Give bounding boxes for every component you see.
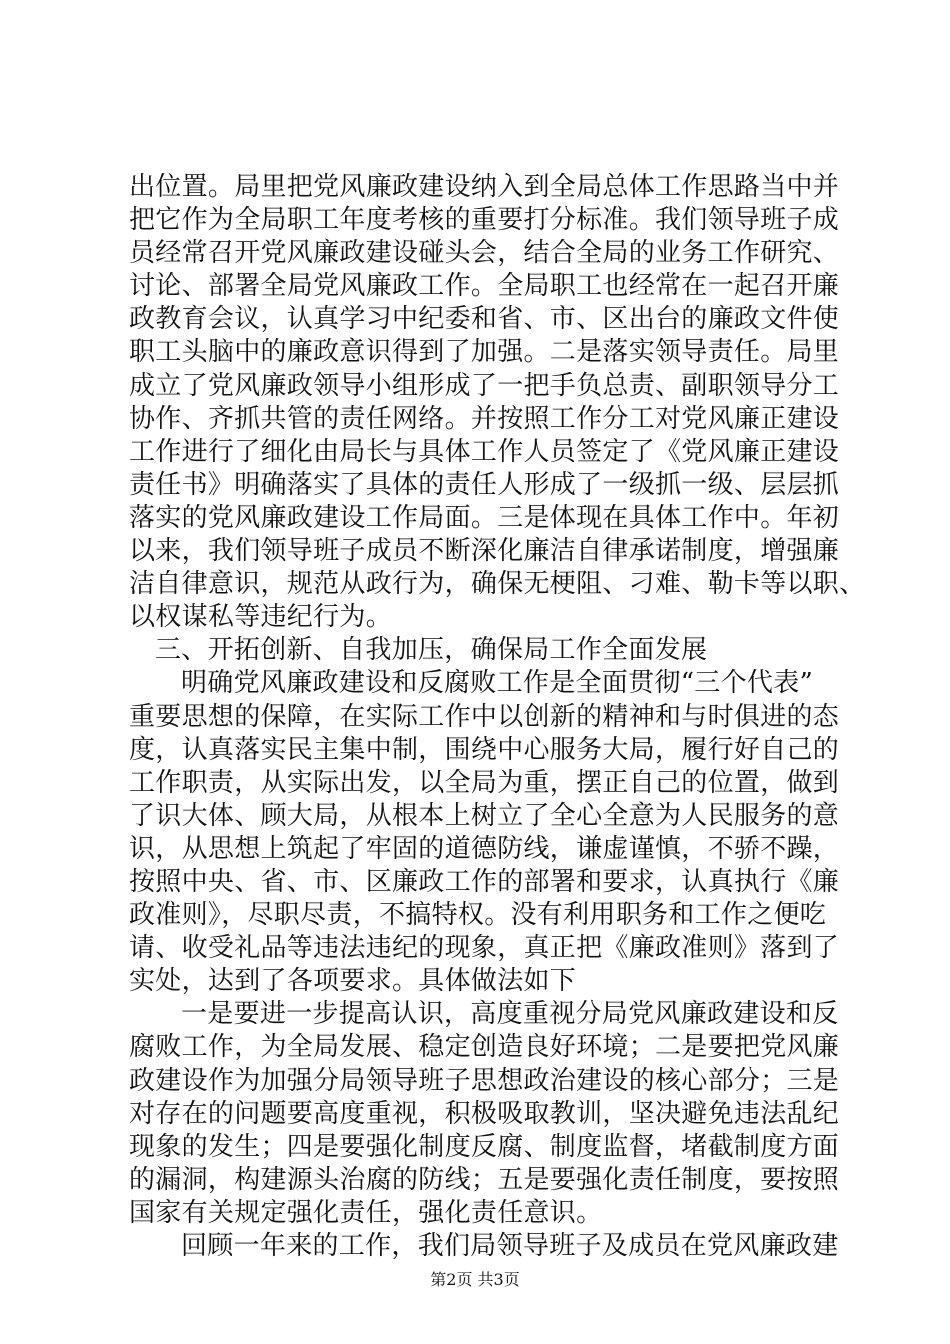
text-line: 员经常召开党风廉政建设碰头会，结合全局的业务工作研究、 (129, 238, 840, 269)
text-line: 度，认真落实民主集中制，围绕中心服务大局，履行好自己的 (129, 734, 840, 765)
text-line: 现象的发生；四是要强化制度反腐、制度监督，堵截制度方面 (129, 1131, 840, 1162)
text-line: 以权谋私等违纪行为。 (129, 602, 393, 633)
text-line: 腐败工作，为全局发展、稳定创造良好环境；二是要把党风廉 (129, 1032, 840, 1063)
text-line: 政建设作为加强分局领导班子思想政治建设的核心部分；三是 (129, 1065, 840, 1096)
text-line: 了识大体、顾大局，从根本上树立了全心全意为人民服务的意 (129, 800, 840, 831)
text-line: 出位置。局里把党风廉政建设纳入到全局总体工作思路当中并 (129, 172, 840, 202)
text-line: 重要思想的保障，在实际工作中以创新的精神和与时俱进的态 (129, 701, 840, 732)
text-line: 工作进行了细化由局长与具体工作人员签定了《党风廉正建设 (129, 436, 840, 467)
text-line: 对存在的问题要高度重视，积极吸取教训，坚决避免违法乱纪 (129, 1098, 840, 1129)
text-line: 责任书》明确落实了具体的责任人形成了一级抓一级、层层抓 (129, 469, 840, 500)
document-body (129, 171, 866, 1263)
text-line: 实处，达到了各项要求。具体做法如下 (129, 966, 577, 997)
text-line: 协作、齐抓共管的责任网络。并按照工作分工对党风廉正建设 (129, 403, 840, 434)
text-line: 职工头脑中的廉政意识得到了加强。二是落实领导责任。局里 (129, 337, 840, 368)
text-line: 识，从思想上筑起了牢固的道德防线，谦虚谨慎，不骄不躁， (129, 833, 840, 864)
paragraph-first-line: 回顾一年来的工作，我们局领导班子及成员在党风廉政建 (181, 1231, 839, 1261)
text-line: 成立了党风廉政领导小组形成了一把手负总责、副职领导分工 (129, 370, 840, 401)
text-line: 把它作为全局职工年度考核的重要打分标准。我们领导班子成 (129, 205, 840, 236)
text-line: 按照中央、省、市、区廉政工作的部署和要求，认真执行《廉 (129, 866, 840, 897)
page-number-footer: 第2页 共3页 (430, 1270, 520, 1289)
text-line: 政教育会议，认真学习中纪委和省、市、区出台的廉政文件使 (129, 304, 840, 335)
text-line: 国家有关规定强化责任，强化责任意识。 (129, 1197, 603, 1228)
paragraph-first-line: 一是要进一步提高认识，高度重视分局党风廉政建设和反 (181, 999, 839, 1030)
text-line: 的漏洞，构建源头治腐的防线；五是要强化责任制度，要按照 (129, 1164, 840, 1195)
text-line: 工作职责，从实际出发，以全局为重，摆正自己的位置，做到 (129, 767, 840, 798)
text-line: 以来，我们领导班子成员不断深化廉洁自律承诺制度，增强廉 (129, 536, 840, 567)
text-line: 政准则》，尽职尽责，不搞特权。没有利用职务和工作之便吃 (129, 900, 827, 931)
paragraph-first-line: 明确党风廉政建设和反腐败工作是全面贯彻“三个代表” (181, 668, 814, 699)
text-line: 讨论、部署全局党风廉政工作。全局职工也经常在一起召开廉 (129, 271, 840, 302)
text-line: 请、收受礼品等违法违纪的现象，真正把《廉政准则》落到了 (129, 933, 840, 964)
text-line: 洁自律意识，规范从政行为，确保无梗阻、刁难、勒卡等以职、 (129, 569, 866, 600)
text-line: 落实的党风廉政建设工作局面。三是体现在具体工作中。年初 (129, 502, 840, 533)
section-heading: 三、开拓创新、自我加压，确保局工作全面发展 (155, 635, 708, 666)
